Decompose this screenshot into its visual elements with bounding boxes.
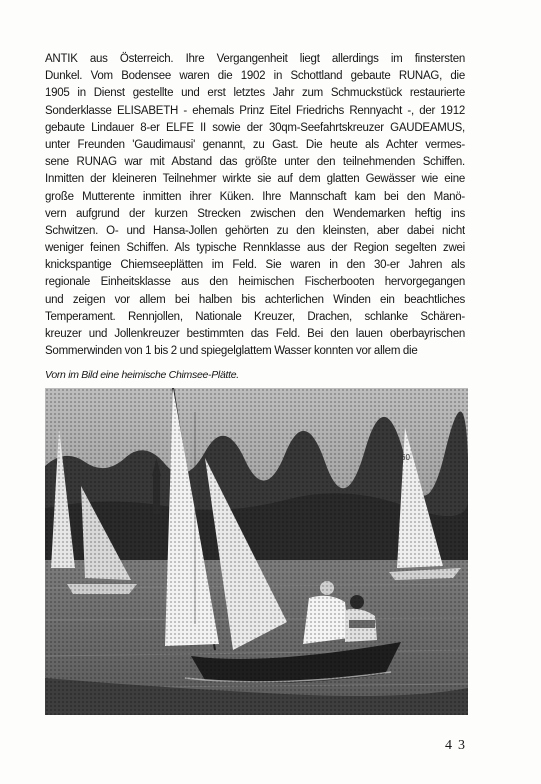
- text-line: knickspantige Chiemseeplätten im Feld. Sie waren in den 30-er Jahren als: [45, 259, 465, 272]
- text-line: Temperament. Rennjollen, Nationale Kreuzer, Drachen, schlanke Schären-: [45, 310, 465, 323]
- sailing-photo: [45, 388, 468, 715]
- text-line: Inmitten der kleineren Teilnehmer wirkte sie auf dem glatten Gewässer wie eine: [45, 173, 465, 186]
- halftone-screen: [45, 388, 468, 715]
- text-line: sene RUNAG war mit Abstand das größte unter den teilnehmenden Schiffen.: [45, 156, 465, 169]
- text-line: Schwitzen. O- und Hansa-Jollen gehörten zu den kleinsten, aber dabei nicht: [45, 224, 465, 237]
- text-line: vern aufgrund der kurzen Strecken zwischen den Wendemarken heftig ins: [45, 207, 465, 220]
- text-line: Sonderklasse ELISABETH - ehemals Prinz Eitel Friedrichs Rennyacht -, der 1912: [45, 104, 465, 117]
- page-number: 43: [445, 738, 471, 753]
- body-text: [45, 51, 465, 360]
- text-line: Sommerwinden von 1 bis 2 und spiegelglattem Wasser konnten vor allem die: [45, 345, 418, 358]
- text-line: kreuzer und Jollenkreuzer bestimmten das Feld. Bei den lauen oberbayrischen: [45, 328, 465, 340]
- text-line: regionale Einheitsklasse aus den heimischen Fischerbooten hervorgegangen: [45, 276, 465, 289]
- text-line: große Mutterente inmitten ihrer Küken. Ihre Mannschaft kam bei den Manö-: [45, 190, 465, 203]
- text-line: und zeigen vor allem bei halben bis achterlichen Winden ein beachtliches: [45, 293, 465, 306]
- text-line: gebaute Lindauer 8-er ELFE II sowie der 30qm-Seefahrtskreuzer GAUDEAMUS,: [45, 121, 465, 134]
- photo-caption: Vorn im Bild eine heimische Chimsee-Plätte.: [45, 369, 239, 381]
- sailing-photo-image: [45, 388, 468, 715]
- text-line: weniger feinen Schiffen. Als typische Rennklasse aus der Region segelten zwei: [45, 242, 465, 255]
- text-line: ANTIK aus Österreich. Ihre Vergangenheit liegt allerdings im finstersten: [45, 53, 465, 65]
- text-line: Dunkel. Vom Bodensee waren die 1902 in Schottland gebaute RUNAG, die: [45, 70, 465, 83]
- text-line: 1905 in Dienst gestellte und erst letztes Jahr zum Schmuckstück restaurierte: [45, 87, 465, 100]
- text-line: unter Freunden 'Gaudimausi' genannt, zu Gast. Die heute als Achter vermes-: [45, 138, 465, 151]
